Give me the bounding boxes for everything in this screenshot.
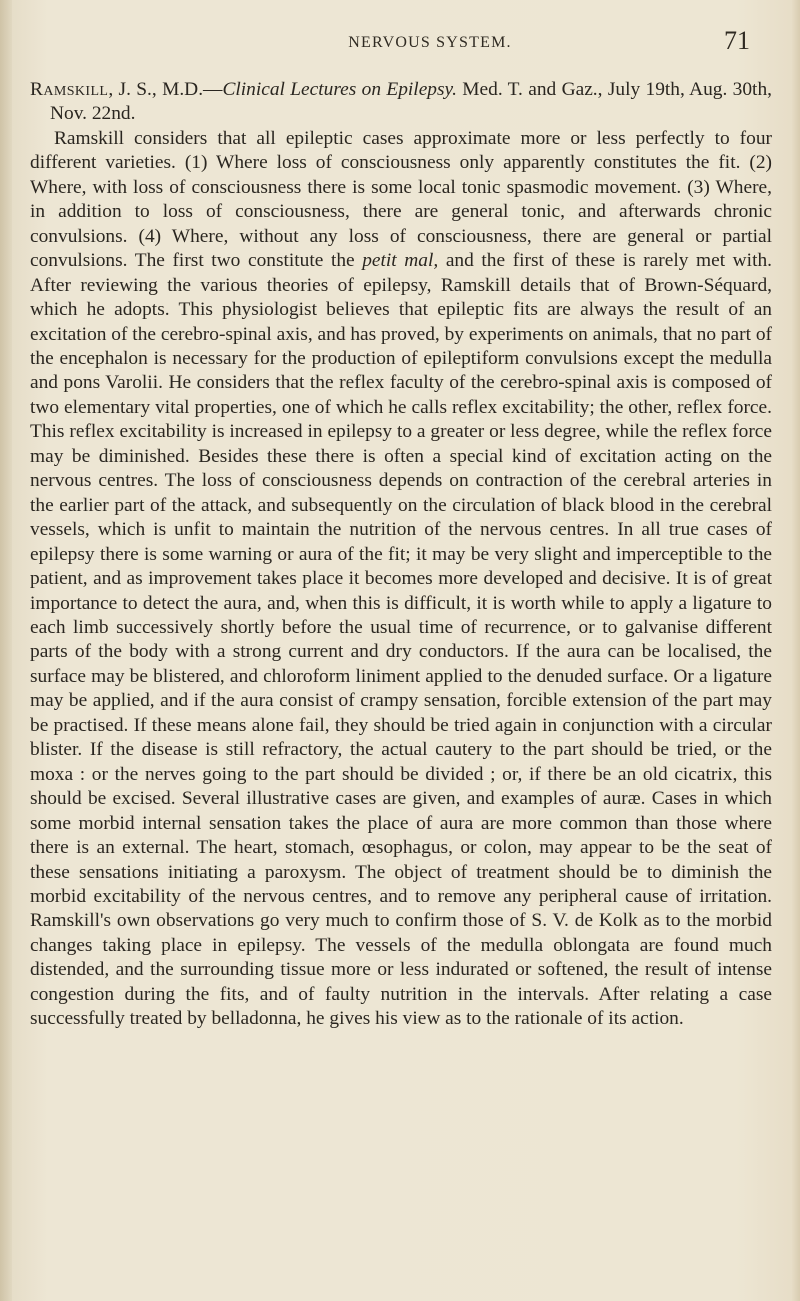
abstract-italic-term: petit mal, <box>362 250 439 272</box>
page-number: 71 <box>724 26 750 55</box>
citation-author-details: , J. S., M.D.— <box>108 79 223 100</box>
citation <box>30 78 772 127</box>
page-edge-shadow <box>792 0 800 1301</box>
page-gutter-shadow <box>0 0 12 1301</box>
citation-work-title: Clinical Lectures on Epilepsy. <box>222 79 457 100</box>
citation-publication: Med. T. and Gaz., July 19th, Aug. 30th, Nov. 22nd. <box>50 79 772 125</box>
abstract-text-part-1: Ramskill considers that all epileptic cases approximate more or less perfectly to four different varieties. (1) Where loss of consciousness only apparently constitutes the fit. (2) Where, with loss of consciousness there is some local tonic spasmodic movement. (3) Where, in addition to loss of consciousness, there are general tonic, and afterwards chronic convulsions. (4) Where, without any loss of consciousness, there are general or partial convulsions. The first two constitute the <box>30 127 772 272</box>
abstract-paragraph <box>30 127 772 1032</box>
running-head <box>0 26 800 62</box>
citation-author: Ramskill <box>30 79 109 100</box>
abstract-text-part-2: and the first of these is rarely met with. After reviewing the various theories of epilepsy, Ramskill details that of Brown-Séquard, which he adopts. This physiologist believes that epileptic fits are always the result of an excitation of the cerebro-spinal axis, and has proved, by experiments on animals, that no part of the encephalon is necessary for the production of epileptiform convulsions except the medulla and pons Varolii. He considers that the reflex faculty of the cerebro-spinal axis is composed of two elementary vital properties, one of which he calls reflex excitability; the other, reflex force. This reflex excitability is increased in epilepsy to a greater or less degree, while the reflex force may be diminished. Besides these there is often a special kind of excitation acting on the nervous centres. The loss of consciousness depends on contraction of the cerebral arteries in the earlier part of the attack, and subsequently on the circulation of black blood in the cerebral vessels, which is unfit to maintain the nutrition of the nervous centres. In all true cases of epilepsy there is some warning or aura of the fit; it may be very slight and imperceptible to the patient, and as improvement takes place it becomes more developed and decisive. It is of great importance to detect the aura, and, when this is difficult, it is worth while to apply a ligature to each limb successively shortly before the usual time of recurrence, or to galvanise different parts of the body with a strong current and dry conductors. If the aura can be localised, the surface may be blistered, and chloroform liniment applied to the denuded surface. Or a ligature may be applied, and if the aura consist of crampy sensation, forcible extension of the part may be practised. If these means alone fail, they should be tried again in conjunction with a circular blister. If the disease is still refractory, the actual cautery to the part should be tried, or the moxa : or the nerves going to the part should be divided ; or, if there be an old cicatrix, this should be excised. Several illustrative cases are given, and examples of auræ. Cases in which some morbid internal sensation takes the place of aura are more common than those where there is an external. The heart, stomach, œsophagus, or colon, may appear to be the seat of these sensations initiating a paroxysm. The object of treatment should be to diminish the morbid excitability of the nervous centres, and to remove any peripheral cause of irritation. Ramskill's own observations go very much to confirm those of S. V. de Kolk as to the morbid changes taking place in epilepsy. The vessels of the medulla oblongata are found much distended, and the surrounding tissue more or less indurated or softened, the result of intense congestion during the fits, and of faulty nutrition in the intervals. After relating a case successfully treated by belladonna, he gives his view as to the rationale of its action. <box>30 250 773 1030</box>
running-title: NERVOUS SYSTEM. <box>348 34 512 51</box>
bibliography-entry <box>30 78 772 1032</box>
